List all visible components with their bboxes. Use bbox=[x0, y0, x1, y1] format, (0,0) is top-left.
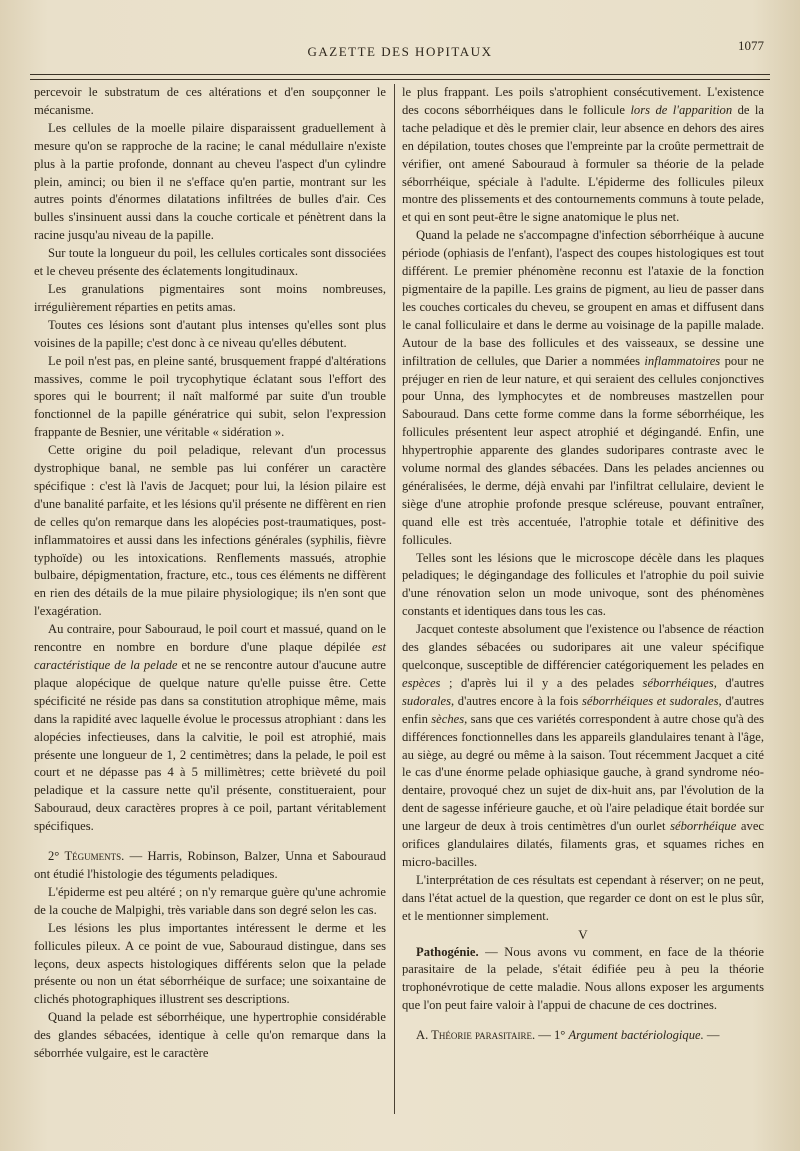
italic-phrase: est caractéristique de la pelade bbox=[34, 640, 386, 672]
page-header bbox=[30, 38, 770, 68]
paragraph: Toutes ces lésions sont d'autant plus intenses qu'elles sont plus voisines de la papille; c'est donc à ce niveau qu'elles débutent. bbox=[34, 317, 386, 350]
paragraph: Au contraire, pour Sabouraud, le poil court et massué, quand on le rencontre en nombre en bordure d'une plaque dépilée est caractéristique de la pelade et ne se rencontre autour d'aucune autre plaque alopécique de quelque nature qu'elle puisse être. Cette spécificité ne réside pas dans sa constitution atrophique même, mais dans la rapidité avec laquelle évolue le processus atrophiant : dans les alopécies infectieuses, dans la calvitie, le poil est atrophié, mais présente une longueur de 1, 2 centimètres; dans la pelade, le poil est court et ne dépasse pas 4 à 5 millimètres; cette brièveté du poil peladique et la cassure nette qu'il présente, constitueraient, pour Sabouraud, deux caractères propres à ce poil, partant véritablement spécifiques. bbox=[34, 622, 386, 834]
column-divider bbox=[394, 84, 395, 1114]
paragraph: Jacquet conteste absolument que l'existence ou l'absence de réaction des glandes sébacées ou sudoripares ait une valeur spécifique quelconque, susceptible de différencier catégoriquement les pelades en espèces ; d'après lui il y a des pelades séborrhéiques, d'autres sudorales, d'autres encore à la fois séborrhéiques et sudorales, d'autres enfin sèches, sans que ces variétés correspondent à autre chose qu'à des différences fonctionnelles dans les appareils glandulaires tenant à l'âge, au siège, au degré ou même à la saison. Tout récemment Jacquet a cité le cas d'une énorme pelade ophiasique gauche, à grand syndrome néo-dentaire, provoqué chez un sujet de dix-huit ans, par l'évolution de la dent de sagesse inférieure gauche, et où l'aire peladique était bordée sur une largeur de deux à trois centimètres d'un ourlet séborrhéique avec orifices glandulaires dilatés, filaments gras, et squames riches en micro-bacilles. bbox=[402, 622, 764, 869]
paragraph: Telles sont les lésions que le microscope décèle dans les plaques peladiques; le dégingandage des follicules et l'atrophie du poil suivie d'une rénovation selon un mode univoque, sont des phénomènes constants et identiques dans tous les cas. bbox=[402, 550, 764, 619]
section-number: V bbox=[578, 926, 588, 942]
section-heading: Pathogénie. bbox=[416, 944, 479, 959]
header-rule bbox=[30, 74, 770, 75]
paragraph: L'épiderme est peu altéré ; on n'y remarque guère qu'une achromie de la couche de Malpighi, très variable dans son degré selon les cas. bbox=[34, 884, 386, 917]
paragraph: Le poil n'est pas, en pleine santé, brusquement frappé d'altérations massives, comme le poil trycophytique éclatant sous l'effort des spores qui le bourrent; il naît malformé par suite d'un trouble fonctionnel de la papille génératrice qui subit, selon l'expression frappante de Besnier, une véritable « sidération ». bbox=[34, 353, 386, 440]
subsection-label: A. Théorie parasitaire. bbox=[416, 1028, 536, 1043]
paragraph: A. Théorie parasitaire. — 1° Argument bactériologique. — bbox=[416, 1028, 720, 1043]
header-rule-thin bbox=[30, 79, 770, 80]
paragraph: 2° Téguments. — Harris, Robinson, Balzer, Unna et Sabouraud ont étudié l'histologie des téguments peladiques. bbox=[34, 849, 386, 881]
paragraph: L'interprétation de ces résultats est cependant à réserver; on ne peut, dans l'état actuel de la question, que regarder ce dont on est le plus sûr, et le mentionner simplement. bbox=[402, 872, 764, 923]
page-number: 1077 bbox=[738, 38, 764, 53]
paragraph: Les lésions les plus importantes intéressent le derme et les follicules pileux. A ce point de vue, Sabouraud distingue, dans ses leçons, deux aspects histologiques différents selon que la pelade présente ou non un état séborrhéique de surface; une soixantaine de clichés photographiques illustrent ses descriptions. bbox=[34, 920, 386, 1007]
paragraph: Pathogénie. — Nous avons vu comment, en face de la théorie parasitaire de la pelade, s'était édifiée peu à peu la théorie trophonévrotique de cette maladie. Nous allons exposer les arguments que l'on peut faire valoir à l'appui de chacune de ces doctrines. bbox=[402, 944, 764, 1013]
paragraph: Les granulations pigmentaires sont moins nombreuses, irrégulièrement réparties en petits amas. bbox=[34, 281, 386, 314]
paragraph: Sur toute la longueur du poil, les cellules corticales sont dissociées et le cheveu présente des éclatements longitudinaux. bbox=[34, 246, 386, 279]
right-column bbox=[402, 84, 764, 1045]
paragraph: le plus frappant. Les poils s'atrophient consécutivement. L'existence des cocons séborrhéiques dans le follicule lors de l'apparition de la tache peladique et dès le premier clair, leur absence en dehors des aires en dépilation, toutes choses que l'empreinte par la croûte permettrait de vérifier, ont amené Sabouraud à formuler sa théorie de la pelade séborrhéique, spéciale à l'adulte. L'épiderme des follicules pileux montre des plissements et des contournements communs à toute pelade, et qui en sont peut-être le signe anatomique le plus net. bbox=[402, 85, 764, 225]
paragraph: Les cellules de la moelle pilaire disparaissent graduellement à mesure qu'on se rapproche de la racine; le canal médullaire n'existe plus à la partie profonde, donnant au cheveu l'aspect d'un cylindre plein, aminci; ou bien il ne s'efface qu'en partie, montrant sur les autres points d'énormes dilatations infiltrées de bulles d'air. Ces bulles s'insinuent aussi dans la couche corticale et pénètrent dans la racine jusqu'au niveau de la papille. bbox=[34, 120, 386, 243]
paragraph: Cette origine du poil peladique, relevant d'un processus dystrophique banal, ne semble pas lui conférer un caractère spécifique : c'est là l'avis de Jacquet; pour lui, la lésion pilaire est d'une banalité parfaite, et les lésions qu'il présente ne diffèrent en rien de celles qu'on remarque dans les alopécies post-traumatiques, post-inflammatoires et aussi dans les infections générales (syphilis, fièvre typhoïde) ou les intoxications. Renflements massués, atrophie bulbaire, dépigmentation, fracture, etc., tous ces éléments ne diffèrent en rien des détails de la mue pilaire physiologique; ils n'en sont que l'exagération. bbox=[34, 443, 386, 619]
left-column bbox=[34, 84, 386, 1063]
paragraph: Quand la pelade ne s'accompagne d'infection séborrhéique à aucune période (ophiasis de l'enfant), l'aspect des coupes histologiques est tout différent. Le premier phénomène reconnu est l'ataxie de la fonction pigmentaire de la papille. Les grains de pigment, au lieu de passer dans les couches corticales du cheveu, se groupent en amas et diffusent dans le canal folliculaire et dans le derme au voisinage de la papille malade. Autour de la base des follicules et des vaisseaux, se dessine une infiltration de cellules, que Darier a nommées inflammatoires pour ne préjuger en rien de leur nature, et qui seraient des cellules conjonctives pour Unna, des lymphocytes et de nombreuses mastzellen pour Sabouraud. Dans cette forme comme dans la forme séborrhéique, les follicules présentent leur aspect atrophié et dégingandé. Enfin, une hhypertrophie apparente des glandes sudoripares contraste avec le volume normal des glandes sébacées. Dans les pelades anciennes ou généralisées, le derme, déjà envahi par l'infiltrat cellulaire, devient le siège d'une atrophie profonde presque scléreuse, pouvant entraîner, quand elle est très accentuée, l'atrophie totale et définitive des follicules. bbox=[402, 228, 764, 547]
journal-title: GAZETTE DES HOPITAUX bbox=[307, 44, 493, 59]
paragraph: Quand la pelade est séborrhéique, une hypertrophie considérable des glandes sébacées, identique à celle qu'on remarque dans la séborrhée vulgaire, est le caractère bbox=[34, 1010, 386, 1061]
section-label: 2° Téguments. bbox=[48, 849, 125, 864]
paragraph: percevoir le substratum de ces altérations et d'en soupçonner le mécanisme. bbox=[34, 85, 386, 117]
